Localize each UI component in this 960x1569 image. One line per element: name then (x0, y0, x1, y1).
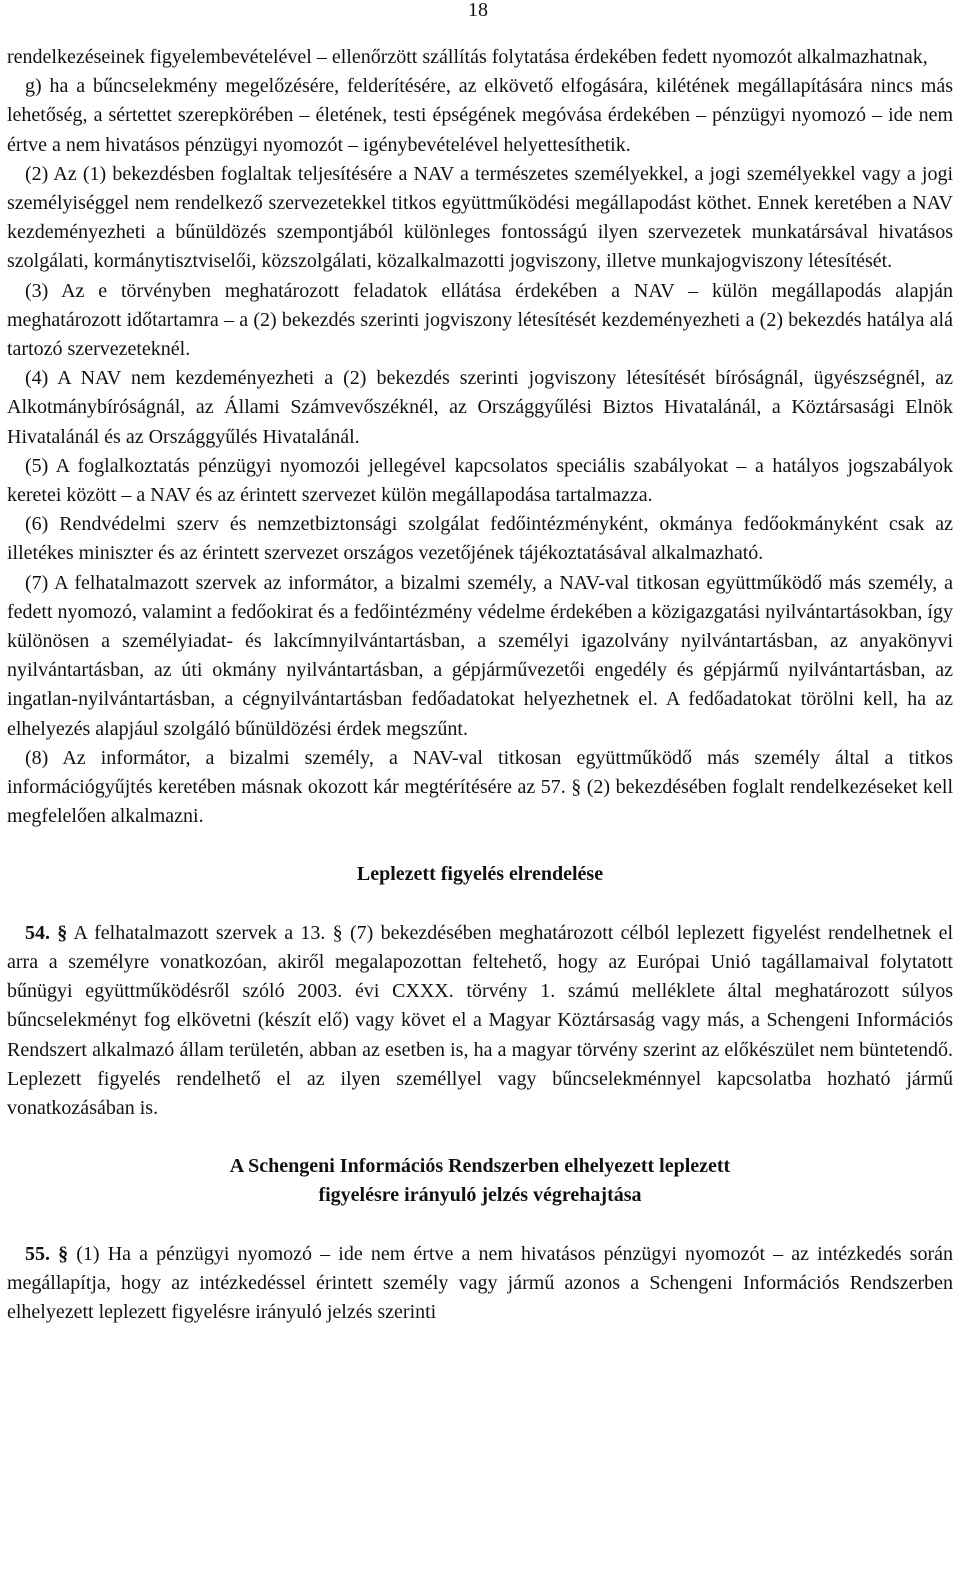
paragraph: (2) Az (1) bekezdésben foglaltak teljesítésére a NAV a természetes személyekkel, a jogi személyekkel vagy a jogi személyiséggel nem rendelkező szervezetekkel titkos együttműködési megállapodást köthet. Ennek keretében a NAV kezdeményezheti a bűnüldözés szempontjából különleges fontosságú ilyen szervezetek munkatársával hivatásos szolgálati, kormánytisztviselői, közszolgálati, közalkalmazotti jogviszony, illetve munkajogviszony létesítését. (7, 162, 953, 273)
section-heading: Leplezett figyelés elrendelése (356, 863, 604, 886)
paragraph: (3) Az e törvényben meghatározott feladatok ellátása érdekében a NAV – külön megállapodás alapján meghatározott időtartamra – a (2) bekezdés szerinti jogviszony létesítését kezdeményezheti a (2) bekezdés hatálya alá tartozó szervezeteknél. (7, 279, 953, 361)
page-number: 18 (468, 0, 488, 21)
paragraph: (6) Rendvédelmi szerv és nemzetbiztonsági szolgálat fedőintézményként, okmánya fedőokmányként csak az illetékes miniszter és az érintett szervezet országos vezetőjének tájékoztatásával alkalmazható. (7, 513, 953, 565)
section-text: A felhatalmazott szervek a 13. § (7) bekezdésében meghatározott célból leplezett figyelést rendelhetnek el arra a személyre vonatkozóan, akiről megalapozottan feltehető, hogy az Európai Unió tagállamaival folytatott bűnügyi együttműködésről szóló 2003. évi CXXX. törvény 1. számú melléklete által meghatározott súlyos bűncselekményt fog elkövetni (készít elő) vagy követ el a Magyar Köztársaság vagy más, a Schengeni Információs Rendszert alkalmazó állam területén, abban az esetben is, ha a magyar törvény szerint az előkészület nem büntetendő. Leplezett figyelés rendelhető el az ilyen személlyel vagy bűncselekménnyel kapcsolatba hozható jármű vonatkozásában is. (7, 921, 954, 1119)
section-paragraph (7, 1240, 953, 1328)
heading-line: figyelésre irányuló jelzés végrehajtása (318, 1184, 642, 1207)
section-paragraph (7, 919, 953, 1123)
paragraph: rendelkezéseinek figyelembevételével – ellenőrzött szállítás folytatása érdekében fedett nyomozót alkalmazhatnak, (7, 46, 928, 68)
paragraph: (4) A NAV nem kezdeményezheti a (2) bekezdés szerinti jogviszony létesítését bíróságnál, ügyészségnél, az Alkotmánybíróságnál, az Állami Számvevőszéknél, az Országgyűlési Biztos Hivatalánál, a Köztársasági Elnök Hivatalánál és az Országgyűlés Hivatalánál. (7, 367, 953, 448)
document-body (7, 43, 953, 1327)
paragraph: (5) A foglalkoztatás pénzügyi nyomozói jellegével kapcsolatos speciális szabályokat – a hatályos jogszabályok keretei között – a NAV és az érintett szervezet külön megállapodása tartalmazza. (7, 454, 953, 507)
section-text: (1) Ha a pénzügyi nyomozó – ide nem értve a nem hivatásos pénzügyi nyomozót – az intézkedés során megállapítja, hogy az intézkedéssel érintett személy vagy jármű azonos a Schengeni Információs Rendszerben elhelyezett leplezett figyelésre irányuló jelzés szerinti (7, 1242, 953, 1323)
paragraph: g) ha a bűncselekmény megelőzésére, felderítésére, az elkövető elfogására, kilétének megállapítására nincs más lehetőség, a sértettet szerepkörében – életének, testi épségének megóvása érdekében – pénzügyi nyomozó – ide nem értve a nem hivatásos pénzügyi nyomozót – igénybevételével helyettesíthetik. (7, 75, 953, 156)
heading-line: A Schengeni Információs Rendszerben elhelyezett leplezett (229, 1155, 731, 1178)
section-number: 55. § (25, 1242, 69, 1265)
paragraph: (8) Az informátor, a bizalmi személy, a NAV-val titkosan együttműködő más személy által a titkos információgyűjtés keretében másnak okozott kár megtérítésére az 57. § (2) bekezdésében foglalt rendelkezéseket kell megfelelően alkalmazni. (7, 746, 953, 828)
paragraph: (7) A felhatalmazott szervek az informátor, a bizalmi személy, a NAV-val titkosan együttműködő más személy, a fedett nyomozó, valamint a fedőokirat és a fedőintézmény védelme érdekében a közigazgatási nyilvántartásokban, így különösen a személyiadat- és lakcímnyilvántartásban, a személyi igazolvány nyilvántartásban, az anyakönyvi nyilvántartásban, az úti okmány nyilvántartásban, a gépjárművezetői engedély és gépjármű nyilvántartásban, az ingatlan-nyilvántartásban, a cégnyilvántartásban fedőadatokat helyezhetnek el. A fedőadatokat törölni kell, ha az elhelyezés alapjául szolgáló bűnüldözési érdek megszűnt. (7, 571, 953, 740)
section-heading (7, 1152, 953, 1210)
section-number: 54. § (25, 921, 68, 944)
